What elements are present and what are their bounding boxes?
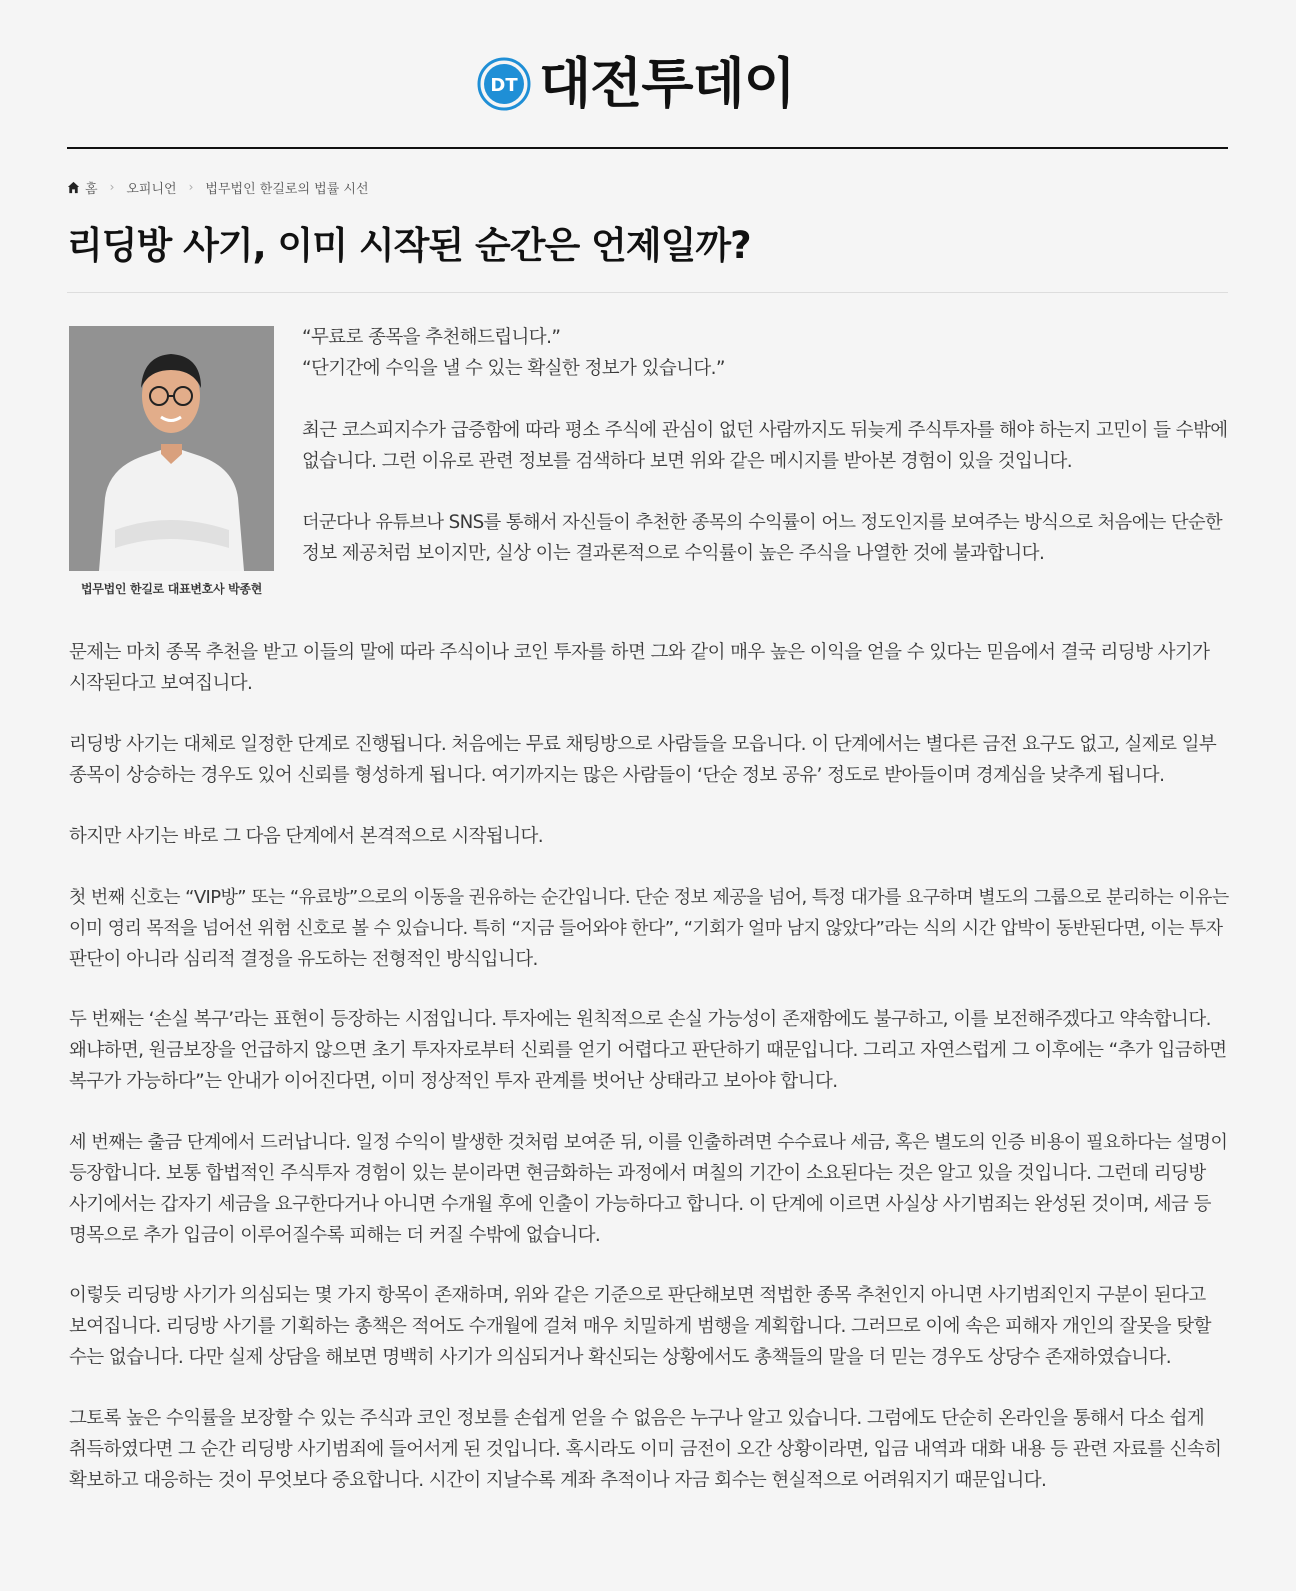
side-paragraph: 최근 코스피지수가 급증함에 따라 평소 주식에 관심이 없던 사람까지도 뒤늦게 주식투자를 해야 하는지 고민이 들 수밖에 없습니다. 그런 이유로 관련 정보를 검색하다 보면 위와 같은 메시지를 받아본 경험이 있을 것입니다. <box>302 420 1228 472</box>
dt-logo-icon <box>477 57 531 111</box>
photo-caption: 법무법인 한길로 대표변호사 박종현 <box>80 582 262 596</box>
breadcrumb-category[interactable]: 오피니언 <box>126 181 177 197</box>
article-paragraph: 리딩방 사기는 대체로 일정한 단계로 진행됩니다. 처음에는 무료 채팅방으로 사람들을 모읍니다. 이 단계에서는 별다른 금전 요구도 없고, 실제로 일부 종목이 상승하는 경우도 있어 신뢰를 형성하게 됩니다. 여기까지는 많은 사람들이 ‘단순 정보 공유’ 정도로 받아들이며 경계심을 낮추게 됩니다. <box>69 734 1217 786</box>
article-paragraph: 첫 번째 신호는 “VIP방” 또는 “유료방”으로의 이동을 권유하는 순간입니다. 단순 정보 제공을 넘어, 특정 대가를 요구하며 별도의 그룹으로 분리하는 이유는 이미 영리 목적을 넘어선 위험 신호로 볼 수 있습니다. 특히 “지금 들어와야 한다”, “기회가 얼마 남지 않았다”라는 식의 시간 압박이 동반된다면, 이는 투자 판단이 아니라 심리적 결정을 유도하는 전형적인 방식입니다. <box>69 887 1229 970</box>
svg-text:DT: DT <box>490 75 518 96</box>
article-paragraph: 하지만 사기는 바로 그 다음 단계에서 본격적으로 시작됩니다. <box>69 826 544 847</box>
article-paragraph: 두 번째는 ‘손실 복구’라는 표현이 등장하는 시점입니다. 투자에는 원칙적으로 손실 가능성이 존재함에도 불구하고, 이를 보전해주겠다고 약속합니다. 왜냐하면, 원금보장을 언급하지 않으면 초기 투자자로부터 신뢰를 얻기 어렵다고 판단하기 때문입니다. 그리고 자연스럽게 그 이후에는 “추가 입금하면 복구가 가능하다”는 안내가 이어진다면, 이미 정상적인 투자 관계를 벗어난 상태라고 보아야 합니다. <box>69 1009 1227 1092</box>
author-photo <box>69 326 274 571</box>
header-divider <box>67 147 1228 149</box>
side-paragraph: 더군다나 유튜브나 SNS를 통해서 자신들이 추천한 종목의 수익률이 어느 정도인지를 보여주는 방식으로 처음에는 단순한 정보 제공처럼 보이지만, 실상 이는 결과론적으로 수익률이 높은 주식을 나열한 것에 불과합니다. <box>302 512 1223 564</box>
breadcrumb-section[interactable]: 법무법인 한길로의 법률 시선 <box>205 181 369 197</box>
site-logo[interactable] <box>477 52 837 116</box>
home-icon[interactable] <box>67 181 80 194</box>
article-paragraph: 세 번째는 출금 단계에서 드러납니다. 일정 수익이 발생한 것처럼 보여준 뒤, 이를 인출하려면 수수료나 세금, 혹은 별도의 인증 비용이 필요하다는 설명이 등장합니다. 보통 합법적인 주식투자 경험이 있는 분이라면 현금화하는 과정에서 며칠의 기간이 소요된다는 것은 알고 있을 것입니다. 그런데 리딩방 사기에서는 갑자기 세금을 요구한다거나 아니면 수개월 후에 인출이 가능하다고 합니다. 이 단계에 이르면 사실상 사기범죄는 완성된 것이며, 세금 등 명목으로 추가 입금이 이루어질수록 피해는 더 커질 수밖에 없습니다. <box>69 1132 1228 1246</box>
chevron-right-icon: › <box>188 180 194 194</box>
breadcrumb-home[interactable]: 홈 <box>85 181 98 197</box>
article-paragraph: 그토록 높은 수익률을 보장할 수 있는 주식과 코인 정보를 손쉽게 얻을 수 없음은 누구나 알고 있습니다. 그럼에도 단순히 온라인을 통해서 다소 쉽게 취득하였다면 그 순간 리딩방 사기범죄에 들어서게 된 것입니다. 혹시라도 이미 금전이 오간 상황이라면, 입금 내역과 대화 내용 등 관련 자료를 신속히 확보하고 대응하는 것이 무엇보다 중요합니다. 시간이 지날수록 계좌 추적이나 자금 회수는 현실적으로 어려워지기 때문입니다. <box>69 1408 1222 1491</box>
chevron-right-icon: › <box>109 180 115 194</box>
author-portrait-image <box>69 326 274 571</box>
side-paragraph: “무료로 종목을 추천해드립니다.” “단기간에 수익을 낼 수 있는 확실한 정보가 있습니다.” <box>302 327 725 379</box>
breadcrumb <box>67 177 369 197</box>
site-logo-text: 대전투데이 <box>539 52 795 115</box>
article-paragraph: 문제는 마치 종목 추천을 받고 이들의 말에 따라 주식이나 코인 투자를 하면 그와 같이 매우 높은 이익을 얻을 수 있다는 믿음에서 결국 리딩방 사기가 시작된다고 보여집니다. <box>69 642 1210 694</box>
article-paragraph: 이렇듯 리딩방 사기가 의심되는 몇 가지 항목이 존재하며, 위와 같은 기준으로 판단해보면 적법한 종목 추천인지 아니면 사기범죄인지 구분이 된다고 보여집니다. 리딩방 사기를 기획하는 총책은 적어도 수개월에 걸쳐 매우 치밀하게 범행을 계획합니다. 그러므로 이에 속은 피해자 개인의 잘못을 탓할 수는 없습니다. 다만 실제 상담을 해보면 명백히 사기가 의심되거나 확신되는 상황에서도 총책들의 말을 더 믿는 경우도 상당수 존재하였습니다. <box>69 1285 1211 1368</box>
article-title: 리딩방 사기, 이미 시작된 순간은 언제일까? <box>67 224 751 267</box>
title-divider <box>67 292 1228 293</box>
